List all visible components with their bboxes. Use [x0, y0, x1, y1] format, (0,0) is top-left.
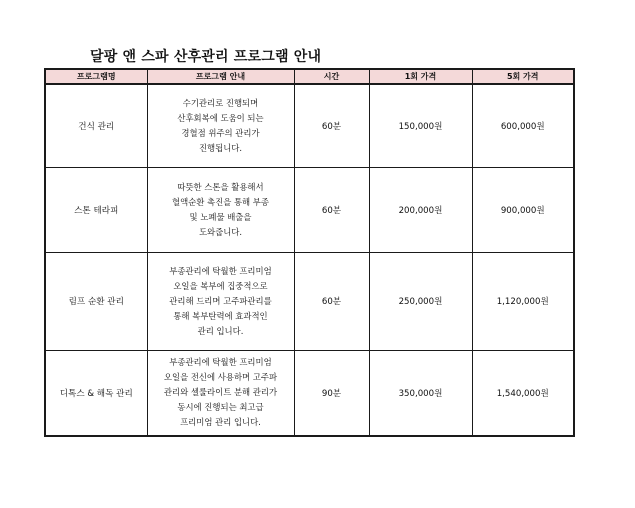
desc-line: 통해 복부탄력에 효과적인: [173, 310, 268, 321]
desc-line: 경혈점 위주의 관리가: [181, 127, 260, 138]
desc-line: 도와줍니다.: [198, 226, 243, 237]
program-name-cell: 림프 순환 관리: [45, 252, 147, 350]
price-5-cell: 1,540,000원: [472, 350, 574, 436]
desc-line: 부종관리에 탁월한 프리미엄: [169, 265, 272, 276]
desc-line: 동시에 진행되는 최고급: [177, 402, 264, 413]
program-name-cell: 스톤 테라피: [45, 167, 147, 252]
header-price-5: 5회 가격: [472, 69, 574, 84]
program-desc-cell: [147, 167, 294, 252]
desc-line: 혈액순환 촉진을 통해 부종: [172, 196, 269, 207]
price-1-cell: 250,000원: [369, 252, 472, 350]
time-cell: 90분: [294, 350, 369, 436]
desc-line: 프리미엄 관리 입니다.: [180, 417, 261, 428]
header-time: 시간: [294, 69, 369, 84]
program-name-cell: 건식 관리: [45, 84, 147, 167]
desc-line: 산후회복에 도움이 되는: [177, 112, 264, 123]
time-cell: 60분: [294, 167, 369, 252]
table-row: [45, 350, 574, 436]
desc-line: 및 노폐물 배출을: [189, 211, 252, 222]
program-desc-cell: [147, 350, 294, 436]
program-desc-cell: [147, 252, 294, 350]
table-header-row: [45, 69, 574, 84]
desc-line: 오일을 전신에 사용하며 고주파: [163, 372, 278, 383]
table-row: [45, 252, 574, 350]
price-1-cell: 200,000원: [369, 167, 472, 252]
desc-line: 오일을 복부에 집중적으로: [173, 280, 268, 291]
program-table: [44, 68, 575, 437]
time-cell: 60분: [294, 84, 369, 167]
desc-line: 관리해 드리며 고주파관리를: [169, 295, 272, 306]
price-5-cell: 1,120,000원: [472, 252, 574, 350]
header-program-info: 프로그램 안내: [147, 69, 294, 84]
program-name-cell: 디톡스 & 해독 관리: [45, 350, 147, 436]
price-1-cell: 350,000원: [369, 350, 472, 436]
price-1-cell: 150,000원: [369, 84, 472, 167]
table-row: [45, 167, 574, 252]
desc-line: 부종관리에 탁월한 프리미엄: [169, 357, 272, 368]
price-5-cell: 900,000원: [472, 167, 574, 252]
time-cell: 60분: [294, 252, 369, 350]
desc-line: 관리 입니다.: [197, 325, 244, 336]
program-desc-cell: [147, 84, 294, 167]
header-price-1: 1회 가격: [369, 69, 472, 84]
desc-line: 관리와 셀룰라이트 분해 관리가: [163, 387, 278, 398]
document-title: 달팡 앤 스파 산후관리 프로그램 안내: [90, 49, 322, 65]
desc-line: 진행됩니다.: [198, 142, 243, 153]
table-row: [45, 84, 574, 167]
header-program-name: 프로그램명: [45, 69, 147, 84]
desc-line: 따뜻한 스톤을 활용해서: [177, 181, 264, 192]
desc-line: 수기관리로 진행되며: [182, 97, 259, 108]
price-5-cell: 600,000원: [472, 84, 574, 167]
